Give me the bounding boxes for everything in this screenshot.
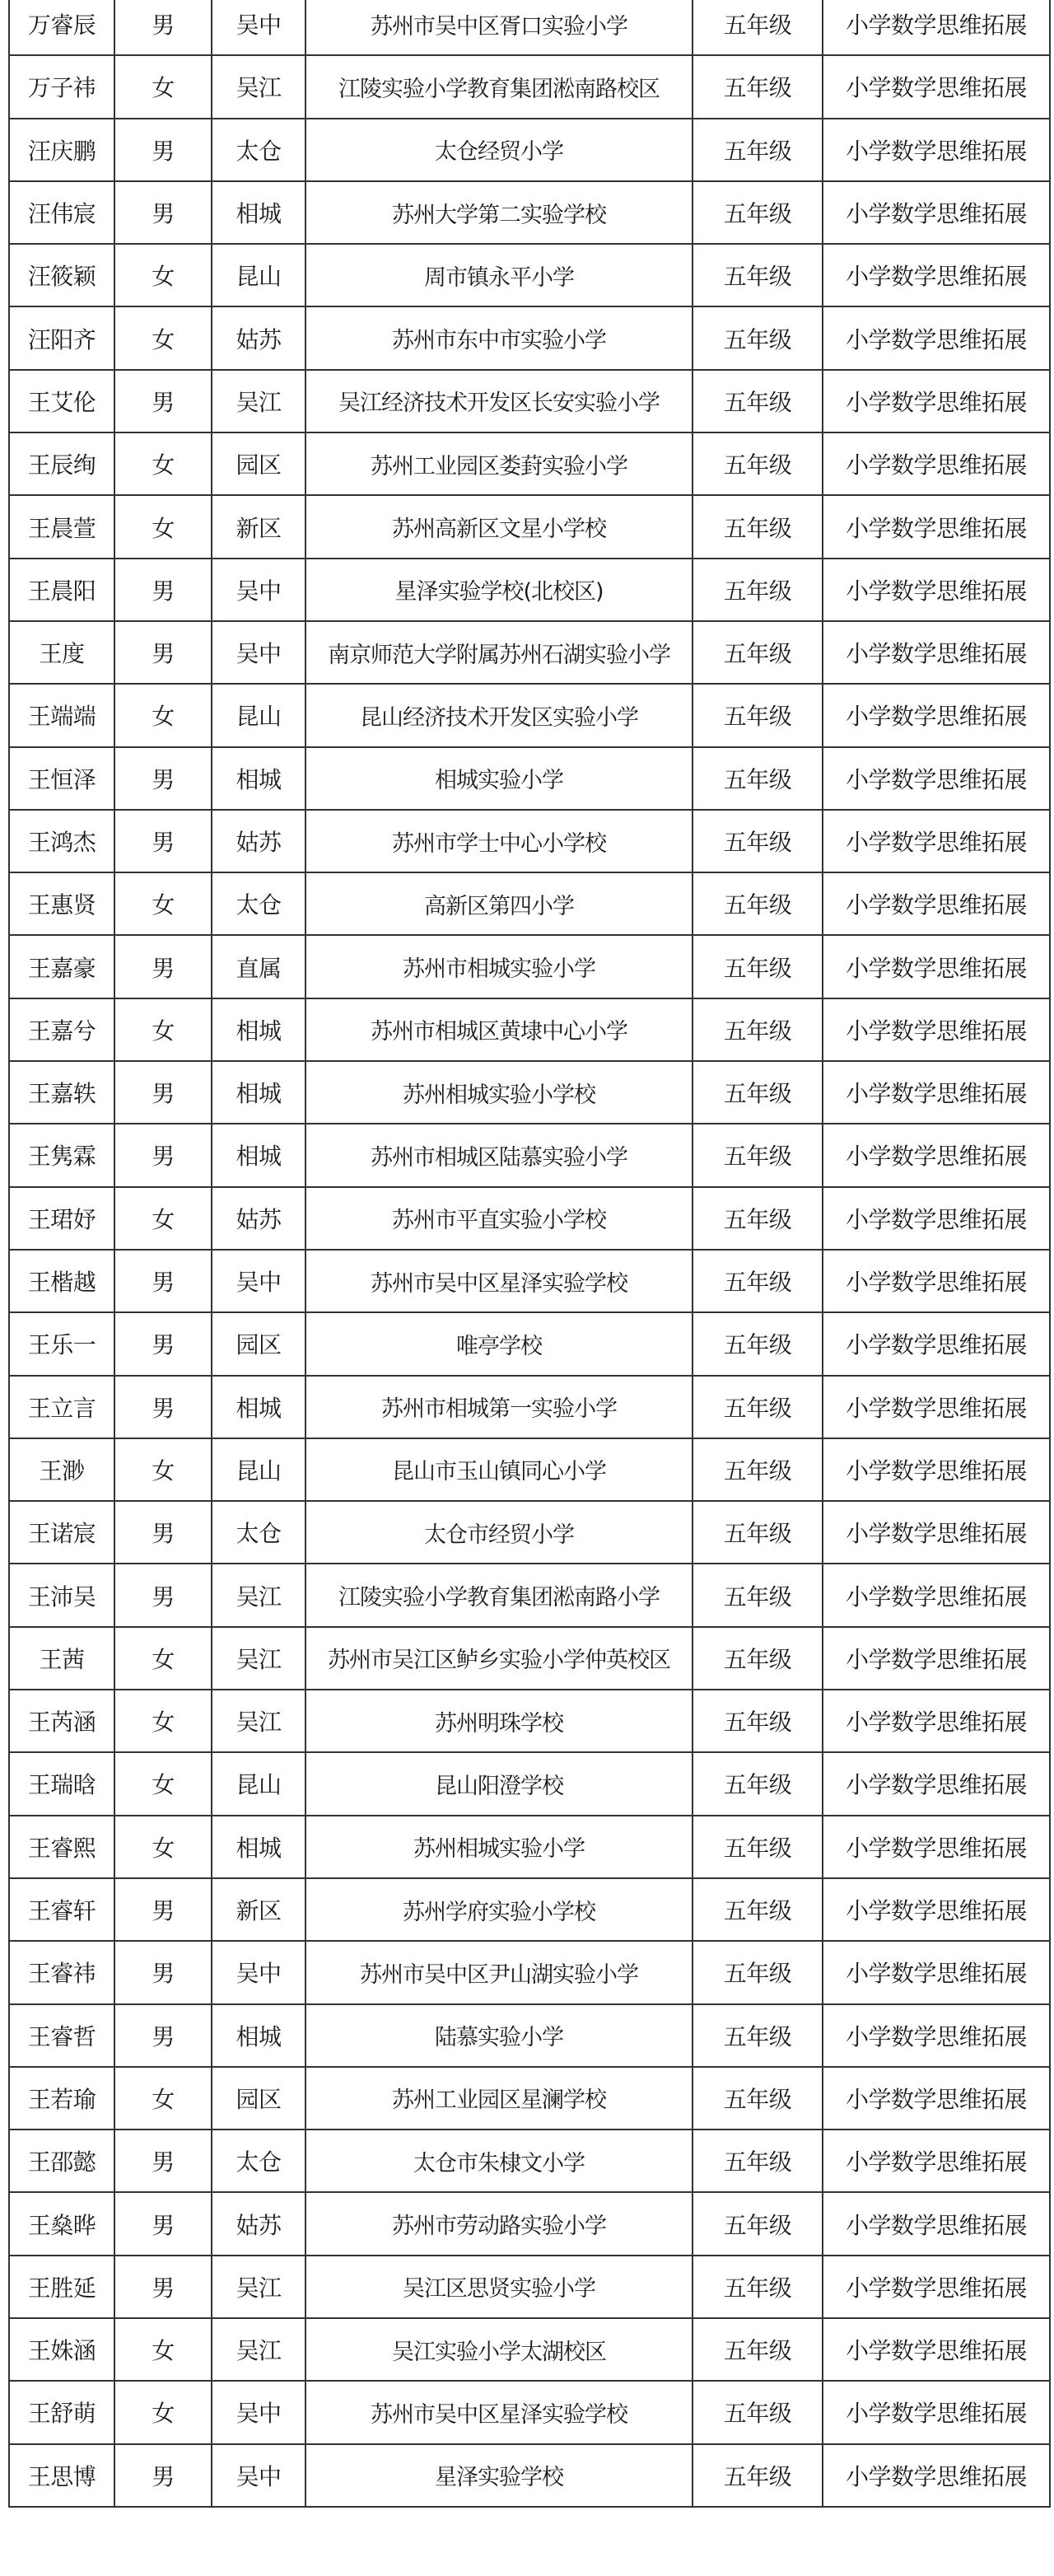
grade-cell: 五年级 bbox=[693, 1752, 823, 1815]
district-cell: 吴中 bbox=[212, 559, 305, 621]
district-cell: 昆山 bbox=[212, 684, 305, 746]
grade-cell: 五年级 bbox=[693, 1061, 823, 1124]
subject-cell: 小学数学思维拓展 bbox=[823, 1501, 1050, 1564]
school-cell: 苏州市相城区陆慕实验小学 bbox=[305, 1124, 693, 1186]
student-name-cell: 王茜 bbox=[9, 1627, 114, 1690]
gender-cell: 男 bbox=[114, 2192, 212, 2255]
student-name-cell: 汪阳齐 bbox=[9, 306, 114, 369]
grade-cell: 五年级 bbox=[693, 2444, 823, 2507]
gender-cell: 女 bbox=[114, 1816, 212, 1878]
table-row bbox=[9, 0, 1050, 55]
subject-cell: 小学数学思维拓展 bbox=[823, 2381, 1050, 2443]
school-cell: 苏州市吴中区星泽实验学校 bbox=[305, 2381, 693, 2443]
school-cell: 太仓经贸小学 bbox=[305, 119, 693, 181]
table-row bbox=[9, 559, 1050, 621]
district-cell: 姑苏 bbox=[212, 2192, 305, 2255]
student-name-cell: 王端端 bbox=[9, 684, 114, 746]
student-name-cell: 王睿熙 bbox=[9, 1816, 114, 1878]
grade-cell: 五年级 bbox=[693, 370, 823, 432]
gender-cell: 女 bbox=[114, 306, 212, 369]
grade-cell: 五年级 bbox=[693, 2381, 823, 2443]
subject-cell: 小学数学思维拓展 bbox=[823, 1627, 1050, 1690]
school-cell: 苏州工业园区娄葑实验小学 bbox=[305, 432, 693, 495]
district-cell: 相城 bbox=[212, 2004, 305, 2067]
grade-cell: 五年级 bbox=[693, 684, 823, 746]
student-name-cell: 王鸿杰 bbox=[9, 810, 114, 872]
gender-cell: 女 bbox=[114, 244, 212, 306]
grade-cell: 五年级 bbox=[693, 2192, 823, 2255]
school-cell: 吴江经济技术开发区长安实验小学 bbox=[305, 370, 693, 432]
gender-cell: 男 bbox=[114, 935, 212, 998]
gender-cell: 女 bbox=[114, 998, 212, 1061]
table-row bbox=[9, 1124, 1050, 1186]
school-cell: 苏州市吴中区胥口实验小学 bbox=[305, 0, 693, 55]
student-name-cell: 王晨萱 bbox=[9, 495, 114, 558]
school-cell: 星泽实验学校 bbox=[305, 2444, 693, 2507]
student-name-cell: 王睿哲 bbox=[9, 2004, 114, 2067]
table-row bbox=[9, 1941, 1050, 2003]
student-name-cell: 王立言 bbox=[9, 1376, 114, 1438]
gender-cell: 女 bbox=[114, 1187, 212, 1250]
district-cell: 直属 bbox=[212, 935, 305, 998]
school-cell: 南京师范大学附属苏州石湖实验小学 bbox=[305, 621, 693, 684]
student-name-cell: 王嘉豪 bbox=[9, 935, 114, 998]
district-cell: 相城 bbox=[212, 1816, 305, 1878]
table-row bbox=[9, 1501, 1050, 1564]
gender-cell: 女 bbox=[114, 1438, 212, 1501]
table-row bbox=[9, 1752, 1050, 1815]
gender-cell: 女 bbox=[114, 2067, 212, 2130]
table-row bbox=[9, 1187, 1050, 1250]
grade-cell: 五年级 bbox=[693, 2318, 823, 2381]
gender-cell: 女 bbox=[114, 432, 212, 495]
student-name-cell: 王沛吴 bbox=[9, 1564, 114, 1626]
subject-cell: 小学数学思维拓展 bbox=[823, 244, 1050, 306]
school-cell: 周市镇永平小学 bbox=[305, 244, 693, 306]
subject-cell: 小学数学思维拓展 bbox=[823, 2444, 1050, 2507]
subject-cell: 小学数学思维拓展 bbox=[823, 2318, 1050, 2381]
district-cell: 太仓 bbox=[212, 119, 305, 181]
subject-cell: 小学数学思维拓展 bbox=[823, 1124, 1050, 1186]
school-cell: 苏州市劳动路实验小学 bbox=[305, 2192, 693, 2255]
table-row bbox=[9, 2444, 1050, 2507]
gender-cell: 女 bbox=[114, 1690, 212, 1752]
table-row bbox=[9, 1816, 1050, 1878]
table-row bbox=[9, 1438, 1050, 1501]
table-row bbox=[9, 306, 1050, 369]
subject-cell: 小学数学思维拓展 bbox=[823, 1061, 1050, 1124]
student-list-sheet bbox=[8, 0, 1049, 2508]
student-name-cell: 王睿祎 bbox=[9, 1941, 114, 2003]
district-cell: 相城 bbox=[212, 998, 305, 1061]
gender-cell: 男 bbox=[114, 621, 212, 684]
grade-cell: 五年级 bbox=[693, 1501, 823, 1564]
student-name-cell: 王瑞晗 bbox=[9, 1752, 114, 1815]
subject-cell: 小学数学思维拓展 bbox=[823, 181, 1050, 244]
subject-cell: 小学数学思维拓展 bbox=[823, 1250, 1050, 1312]
district-cell: 太仓 bbox=[212, 1501, 305, 1564]
gender-cell: 男 bbox=[114, 0, 212, 55]
district-cell: 吴江 bbox=[212, 2256, 305, 2318]
grade-cell: 五年级 bbox=[693, 810, 823, 872]
school-cell: 苏州相城实验小学校 bbox=[305, 1061, 693, 1124]
school-cell: 苏州市相城实验小学 bbox=[305, 935, 693, 998]
table-row bbox=[9, 119, 1050, 181]
district-cell: 姑苏 bbox=[212, 1187, 305, 1250]
subject-cell: 小学数学思维拓展 bbox=[823, 872, 1050, 935]
school-cell: 吴江实验小学太湖校区 bbox=[305, 2318, 693, 2381]
grade-cell: 五年级 bbox=[693, 747, 823, 810]
district-cell: 相城 bbox=[212, 181, 305, 244]
school-cell: 吴江区思贤实验小学 bbox=[305, 2256, 693, 2318]
district-cell: 园区 bbox=[212, 2067, 305, 2130]
school-cell: 苏州高新区文星小学校 bbox=[305, 495, 693, 558]
school-cell: 陆慕实验小学 bbox=[305, 2004, 693, 2067]
school-cell: 苏州市学士中心小学校 bbox=[305, 810, 693, 872]
school-cell: 昆山市玉山镇同心小学 bbox=[305, 1438, 693, 1501]
district-cell: 相城 bbox=[212, 1376, 305, 1438]
student-name-cell: 王乐一 bbox=[9, 1312, 114, 1375]
grade-cell: 五年级 bbox=[693, 1627, 823, 1690]
subject-cell: 小学数学思维拓展 bbox=[823, 1564, 1050, 1626]
subject-cell: 小学数学思维拓展 bbox=[823, 559, 1050, 621]
grade-cell: 五年级 bbox=[693, 1376, 823, 1438]
gender-cell: 女 bbox=[114, 495, 212, 558]
subject-cell: 小学数学思维拓展 bbox=[823, 1816, 1050, 1878]
grade-cell: 五年级 bbox=[693, 1690, 823, 1752]
grade-cell: 五年级 bbox=[693, 559, 823, 621]
gender-cell: 男 bbox=[114, 2004, 212, 2067]
student-name-cell: 万睿辰 bbox=[9, 0, 114, 55]
student-name-cell: 王晨阳 bbox=[9, 559, 114, 621]
student-name-cell: 王嘉轶 bbox=[9, 1061, 114, 1124]
student-name-cell: 王珺妤 bbox=[9, 1187, 114, 1250]
table-row bbox=[9, 1878, 1050, 1941]
district-cell: 昆山 bbox=[212, 244, 305, 306]
district-cell: 相城 bbox=[212, 1124, 305, 1186]
district-cell: 吴江 bbox=[212, 2318, 305, 2381]
school-cell: 太仓市经贸小学 bbox=[305, 1501, 693, 1564]
district-cell: 新区 bbox=[212, 495, 305, 558]
gender-cell: 男 bbox=[114, 1501, 212, 1564]
student-table bbox=[8, 0, 1051, 2508]
subject-cell: 小学数学思维拓展 bbox=[823, 1941, 1050, 2003]
table-row bbox=[9, 747, 1050, 810]
table-row bbox=[9, 1564, 1050, 1626]
grade-cell: 五年级 bbox=[693, 1124, 823, 1186]
table-row bbox=[9, 2256, 1050, 2318]
student-name-cell: 王度 bbox=[9, 621, 114, 684]
school-cell: 苏州学府实验小学校 bbox=[305, 1878, 693, 1941]
gender-cell: 男 bbox=[114, 2256, 212, 2318]
table-row bbox=[9, 1690, 1050, 1752]
school-cell: 苏州市吴中区尹山湖实验小学 bbox=[305, 1941, 693, 2003]
gender-cell: 女 bbox=[114, 872, 212, 935]
school-cell: 苏州市吴中区星泽实验学校 bbox=[305, 1250, 693, 1312]
district-cell: 相城 bbox=[212, 747, 305, 810]
gender-cell: 男 bbox=[114, 2130, 212, 2192]
grade-cell: 五年级 bbox=[693, 2130, 823, 2192]
gender-cell: 男 bbox=[114, 119, 212, 181]
school-cell: 苏州市相城区黄埭中心小学 bbox=[305, 998, 693, 1061]
gender-cell: 女 bbox=[114, 1627, 212, 1690]
grade-cell: 五年级 bbox=[693, 1816, 823, 1878]
district-cell: 姑苏 bbox=[212, 306, 305, 369]
table-row bbox=[9, 2381, 1050, 2443]
school-cell: 唯亭学校 bbox=[305, 1312, 693, 1375]
subject-cell: 小学数学思维拓展 bbox=[823, 55, 1050, 118]
table-row bbox=[9, 2130, 1050, 2192]
student-name-cell: 王若瑜 bbox=[9, 2067, 114, 2130]
student-name-cell: 王睿轩 bbox=[9, 1878, 114, 1941]
district-cell: 新区 bbox=[212, 1878, 305, 1941]
subject-cell: 小学数学思维拓展 bbox=[823, 1438, 1050, 1501]
subject-cell: 小学数学思维拓展 bbox=[823, 119, 1050, 181]
gender-cell: 女 bbox=[114, 684, 212, 746]
student-name-cell: 王邵懿 bbox=[9, 2130, 114, 2192]
table-row bbox=[9, 1627, 1050, 1690]
subject-cell: 小学数学思维拓展 bbox=[823, 0, 1050, 55]
student-name-cell: 王恒泽 bbox=[9, 747, 114, 810]
grade-cell: 五年级 bbox=[693, 872, 823, 935]
student-name-cell: 王嘉兮 bbox=[9, 998, 114, 1061]
school-cell: 苏州大学第二实验学校 bbox=[305, 181, 693, 244]
district-cell: 吴江 bbox=[212, 1690, 305, 1752]
subject-cell: 小学数学思维拓展 bbox=[823, 1690, 1050, 1752]
grade-cell: 五年级 bbox=[693, 244, 823, 306]
student-name-cell: 王胜延 bbox=[9, 2256, 114, 2318]
gender-cell: 男 bbox=[114, 181, 212, 244]
district-cell: 吴中 bbox=[212, 2444, 305, 2507]
student-name-cell: 王艾伦 bbox=[9, 370, 114, 432]
gender-cell: 女 bbox=[114, 2381, 212, 2443]
subject-cell: 小学数学思维拓展 bbox=[823, 1752, 1050, 1815]
grade-cell: 五年级 bbox=[693, 181, 823, 244]
school-cell: 相城实验小学 bbox=[305, 747, 693, 810]
student-name-cell: 王楷越 bbox=[9, 1250, 114, 1312]
grade-cell: 五年级 bbox=[693, 2256, 823, 2318]
subject-cell: 小学数学思维拓展 bbox=[823, 2192, 1050, 2255]
gender-cell: 男 bbox=[114, 1312, 212, 1375]
school-cell: 苏州相城实验小学 bbox=[305, 1816, 693, 1878]
table-row bbox=[9, 998, 1050, 1061]
gender-cell: 男 bbox=[114, 747, 212, 810]
grade-cell: 五年级 bbox=[693, 119, 823, 181]
gender-cell: 女 bbox=[114, 2318, 212, 2381]
student-name-cell: 王渺 bbox=[9, 1438, 114, 1501]
table-row bbox=[9, 370, 1050, 432]
grade-cell: 五年级 bbox=[693, 1878, 823, 1941]
school-cell: 苏州明珠学校 bbox=[305, 1690, 693, 1752]
grade-cell: 五年级 bbox=[693, 306, 823, 369]
subject-cell: 小学数学思维拓展 bbox=[823, 2130, 1050, 2192]
grade-cell: 五年级 bbox=[693, 55, 823, 118]
student-name-cell: 汪庆鹏 bbox=[9, 119, 114, 181]
table-row bbox=[9, 935, 1050, 998]
district-cell: 吴中 bbox=[212, 1941, 305, 2003]
school-cell: 星泽实验学校(北校区) bbox=[305, 559, 693, 621]
table-row bbox=[9, 244, 1050, 306]
table-row bbox=[9, 495, 1050, 558]
school-cell: 江陵实验小学教育集团淞南路小学 bbox=[305, 1564, 693, 1626]
grade-cell: 五年级 bbox=[693, 1941, 823, 2003]
subject-cell: 小学数学思维拓展 bbox=[823, 2004, 1050, 2067]
student-table-body bbox=[9, 0, 1050, 2507]
table-row bbox=[9, 181, 1050, 244]
grade-cell: 五年级 bbox=[693, 0, 823, 55]
subject-cell: 小学数学思维拓展 bbox=[823, 1376, 1050, 1438]
gender-cell: 男 bbox=[114, 1124, 212, 1186]
school-cell: 昆山经济技术开发区实验小学 bbox=[305, 684, 693, 746]
district-cell: 吴中 bbox=[212, 621, 305, 684]
table-row bbox=[9, 1312, 1050, 1375]
subject-cell: 小学数学思维拓展 bbox=[823, 1187, 1050, 1250]
table-row bbox=[9, 1061, 1050, 1124]
school-cell: 苏州市相城第一实验小学 bbox=[305, 1376, 693, 1438]
district-cell: 昆山 bbox=[212, 1438, 305, 1501]
student-name-cell: 王惠贤 bbox=[9, 872, 114, 935]
gender-cell: 男 bbox=[114, 810, 212, 872]
grade-cell: 五年级 bbox=[693, 998, 823, 1061]
district-cell: 吴中 bbox=[212, 0, 305, 55]
table-row bbox=[9, 1250, 1050, 1312]
grade-cell: 五年级 bbox=[693, 1564, 823, 1626]
table-row bbox=[9, 1376, 1050, 1438]
grade-cell: 五年级 bbox=[693, 1250, 823, 1312]
school-cell: 苏州市东中市实验小学 bbox=[305, 306, 693, 369]
gender-cell: 男 bbox=[114, 1376, 212, 1438]
table-row bbox=[9, 872, 1050, 935]
subject-cell: 小学数学思维拓展 bbox=[823, 2067, 1050, 2130]
gender-cell: 男 bbox=[114, 370, 212, 432]
grade-cell: 五年级 bbox=[693, 1438, 823, 1501]
grade-cell: 五年级 bbox=[693, 1187, 823, 1250]
gender-cell: 男 bbox=[114, 1941, 212, 2003]
subject-cell: 小学数学思维拓展 bbox=[823, 2256, 1050, 2318]
table-row bbox=[9, 2004, 1050, 2067]
district-cell: 太仓 bbox=[212, 872, 305, 935]
subject-cell: 小学数学思维拓展 bbox=[823, 306, 1050, 369]
subject-cell: 小学数学思维拓展 bbox=[823, 1878, 1050, 1941]
subject-cell: 小学数学思维拓展 bbox=[823, 370, 1050, 432]
table-row bbox=[9, 55, 1050, 118]
district-cell: 吴江 bbox=[212, 1564, 305, 1626]
school-cell: 苏州市吴江区鲈乡实验小学仲英校区 bbox=[305, 1627, 693, 1690]
grade-cell: 五年级 bbox=[693, 1312, 823, 1375]
district-cell: 吴江 bbox=[212, 55, 305, 118]
grade-cell: 五年级 bbox=[693, 935, 823, 998]
school-cell: 苏州工业园区星澜学校 bbox=[305, 2067, 693, 2130]
district-cell: 昆山 bbox=[212, 1752, 305, 1815]
table-row bbox=[9, 2067, 1050, 2130]
district-cell: 吴中 bbox=[212, 2381, 305, 2443]
district-cell: 园区 bbox=[212, 432, 305, 495]
grade-cell: 五年级 bbox=[693, 495, 823, 558]
school-cell: 苏州市平直实验小学校 bbox=[305, 1187, 693, 1250]
subject-cell: 小学数学思维拓展 bbox=[823, 495, 1050, 558]
subject-cell: 小学数学思维拓展 bbox=[823, 1312, 1050, 1375]
district-cell: 相城 bbox=[212, 1061, 305, 1124]
subject-cell: 小学数学思维拓展 bbox=[823, 998, 1050, 1061]
student-name-cell: 王辰绚 bbox=[9, 432, 114, 495]
student-name-cell: 王姝涵 bbox=[9, 2318, 114, 2381]
student-name-cell: 王舒萌 bbox=[9, 2381, 114, 2443]
student-name-cell: 汪筱颖 bbox=[9, 244, 114, 306]
gender-cell: 女 bbox=[114, 1752, 212, 1815]
school-cell: 高新区第四小学 bbox=[305, 872, 693, 935]
gender-cell: 男 bbox=[114, 1061, 212, 1124]
table-row bbox=[9, 2318, 1050, 2381]
gender-cell: 女 bbox=[114, 55, 212, 118]
grade-cell: 五年级 bbox=[693, 432, 823, 495]
district-cell: 吴江 bbox=[212, 1627, 305, 1690]
gender-cell: 男 bbox=[114, 559, 212, 621]
school-cell: 太仓市朱棣文小学 bbox=[305, 2130, 693, 2192]
subject-cell: 小学数学思维拓展 bbox=[823, 684, 1050, 746]
district-cell: 吴中 bbox=[212, 1250, 305, 1312]
student-name-cell: 王思博 bbox=[9, 2444, 114, 2507]
school-cell: 昆山阳澄学校 bbox=[305, 1752, 693, 1815]
table-row bbox=[9, 432, 1050, 495]
student-name-cell: 王诺宸 bbox=[9, 1501, 114, 1564]
grade-cell: 五年级 bbox=[693, 2004, 823, 2067]
student-name-cell: 万子祎 bbox=[9, 55, 114, 118]
table-row bbox=[9, 684, 1050, 746]
district-cell: 园区 bbox=[212, 1312, 305, 1375]
gender-cell: 男 bbox=[114, 1878, 212, 1941]
district-cell: 吴江 bbox=[212, 370, 305, 432]
gender-cell: 男 bbox=[114, 1564, 212, 1626]
district-cell: 太仓 bbox=[212, 2130, 305, 2192]
gender-cell: 男 bbox=[114, 1250, 212, 1312]
table-row bbox=[9, 621, 1050, 684]
student-name-cell: 汪伟宸 bbox=[9, 181, 114, 244]
student-name-cell: 王芮涵 bbox=[9, 1690, 114, 1752]
gender-cell: 男 bbox=[114, 2444, 212, 2507]
school-cell: 江陵实验小学教育集团淞南路校区 bbox=[305, 55, 693, 118]
subject-cell: 小学数学思维拓展 bbox=[823, 621, 1050, 684]
subject-cell: 小学数学思维拓展 bbox=[823, 432, 1050, 495]
district-cell: 姑苏 bbox=[212, 810, 305, 872]
grade-cell: 五年级 bbox=[693, 2067, 823, 2130]
subject-cell: 小学数学思维拓展 bbox=[823, 747, 1050, 810]
grade-cell: 五年级 bbox=[693, 621, 823, 684]
student-name-cell: 王隽霖 bbox=[9, 1124, 114, 1186]
student-name-cell: 王燊晔 bbox=[9, 2192, 114, 2255]
table-row bbox=[9, 810, 1050, 872]
subject-cell: 小学数学思维拓展 bbox=[823, 935, 1050, 998]
table-row bbox=[9, 2192, 1050, 2255]
subject-cell: 小学数学思维拓展 bbox=[823, 810, 1050, 872]
